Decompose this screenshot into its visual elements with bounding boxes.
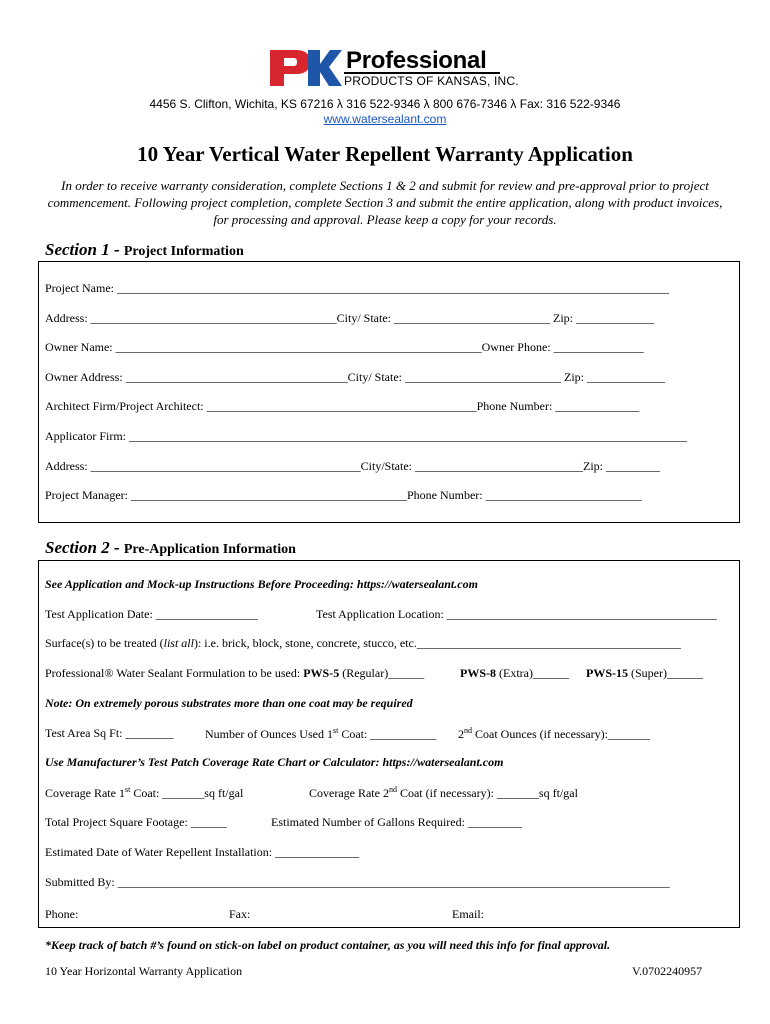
company-address: 4456 S. Clifton, Wichita, KS 67216 λ 316 522-9346 λ 800 676-7346 λ Fax: 316 522-9346 [149, 97, 621, 111]
brand-name: Professional [346, 47, 487, 74]
fax-field[interactable]: Fax: [229, 907, 251, 921]
submitted-by-field[interactable]: Submitted By: ____________________________________________________________________________________________ [45, 875, 670, 889]
second-coat-ounces-field[interactable]: 2nd Coat Ounces (if necessary):_______ [458, 726, 650, 741]
pws8-option[interactable]: PWS-8 (Extra)______ [460, 666, 569, 680]
page-title: 10 Year Vertical Water Repellent Warranty Application [137, 142, 633, 166]
total-sqft-field[interactable]: Total Project Square Footage: ______ [45, 815, 227, 829]
project-name-field[interactable]: Project Name: ____________________________________________________________________________________________ [45, 281, 669, 295]
website-link[interactable]: www.watersealant.com [323, 112, 447, 126]
section1-box [38, 261, 740, 523]
surfaces-field[interactable]: Surface(s) to be treated (list all): i.e. brick, block, stone, concrete, stucco, etc.____________________________________________ [45, 636, 681, 650]
owner-address-field[interactable]: Owner Address: _____________________________________City/ State: __________________________ Zip: _____________ [45, 370, 665, 384]
owner-name-field[interactable]: Owner Name: _____________________________________________________________Owner Phone: _______________ [45, 340, 644, 354]
coverage-rate-2-field[interactable]: Coverage Rate 2nd Coat (if necessary): _______sq ft/gal [309, 785, 578, 800]
architect-field[interactable]: Architect Firm/Project Architect: _____________________________________________Phone Number: ______________ [45, 399, 640, 413]
project-manager-field[interactable]: Project Manager: ______________________________________________Phone Number: __________________________ [45, 488, 642, 502]
formulation-label: Professional® Water Sealant Formulation to be used: PWS-5 (Regular)______ [45, 666, 425, 680]
company-logo [270, 47, 519, 90]
batch-note: *Keep track of batch #’s found on stick-on label on product container, as you will need this info for final approval. [45, 938, 611, 952]
pk-logo-icon [270, 50, 342, 86]
footer-title: 10 Year Horizontal Warranty Application [45, 964, 243, 978]
first-coat-ounces-field[interactable]: Number of Ounces Used 1st Coat: ___________ [205, 726, 437, 741]
applicator-address-field[interactable]: Address: _____________________________________________City/State: ____________________________Zip: _________ [45, 459, 660, 473]
intro-text: In order to receive warranty consideration, complete Sections 1 & 2 and submit for review and pre-approval prior to project commencement. Following project completion, complete Section 3 and submit the entire application, along with product invoices, for processing and approval. Please keep a copy for your records. [47, 178, 723, 227]
est-date-field[interactable]: Estimated Date of Water Repellent Installation: ______________ [45, 845, 360, 859]
address-field[interactable]: Address: _________________________________________City/ State: __________________________ Zip: _____________ [45, 311, 654, 325]
porous-note: Note: On extremely porous substrates more than one coat may be required [45, 696, 413, 710]
section2-heading: Section 2 - Pre-Application Information [45, 538, 296, 557]
phone-field[interactable]: Phone: [45, 907, 79, 921]
email-field[interactable]: Email: [452, 907, 484, 921]
section1-heading: Section 1 - Project Information [45, 240, 244, 259]
use-chart-note: Use Manufacturer’s Test Patch Coverage Rate Chart or Calculator: https://watersealant.com [45, 755, 504, 769]
footer-version: V.0702240957 [632, 964, 703, 978]
test-date-field[interactable]: Test Application Date: _________________ [45, 607, 258, 621]
brand-subtitle: PRODUCTS OF KANSAS, INC. [344, 74, 519, 88]
test-area-field[interactable]: Test Area Sq Ft: ________ [45, 726, 174, 740]
est-gallons-field[interactable]: Estimated Number of Gallons Required: _________ [271, 815, 522, 829]
pws15-option[interactable]: PWS-15 (Super)______ [586, 666, 703, 680]
applicator-firm-field[interactable]: Applicator Firm: _____________________________________________________________________________________________ [45, 429, 687, 443]
see-instructions-note: See Application and Mock-up Instructions Before Proceeding: https://watersealant.com [45, 577, 478, 591]
test-location-field[interactable]: Test Application Location: _____________________________________________ [316, 607, 717, 621]
coverage-rate-1-field[interactable]: Coverage Rate 1st Coat: _______sq ft/gal [45, 785, 244, 800]
